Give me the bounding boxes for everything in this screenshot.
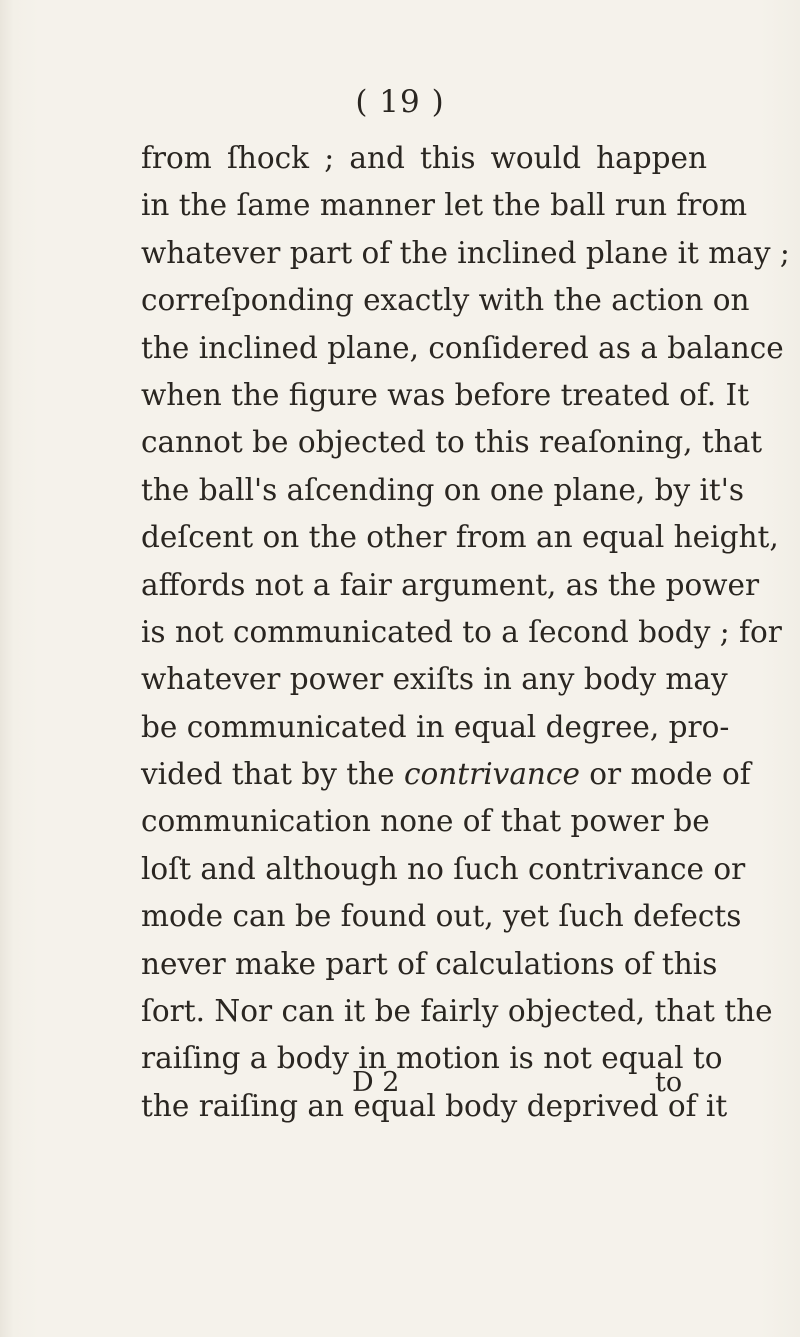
signature-mark: D 2	[352, 1067, 400, 1098]
text-line-16: loſt and although no ſuch contrivance or	[141, 851, 746, 886]
italic-word-contrivance: contrivance	[404, 757, 580, 792]
page-number: ( 19 )	[355, 84, 445, 120]
text-line-18: never make part of calculations of this	[141, 946, 718, 981]
catchword: to	[655, 1067, 683, 1098]
text-line-12: whatever power exiſts in any body may	[141, 662, 728, 697]
text-line-2: in the ſame manner let the ball run from	[141, 188, 748, 223]
text-line-5: the inclined plane, conſidered as a balance	[141, 330, 784, 365]
text-line-14-before: vided that by the	[141, 757, 404, 792]
text-line-20: raiſing a body in motion is not equal to	[141, 1041, 723, 1076]
page-footer	[0, 1067, 800, 1107]
text-line-13: be communicated in equal degree, pro-	[141, 709, 730, 744]
text-line-14	[141, 751, 751, 798]
text-line-17: mode can be found out, yet ſuch defects	[141, 899, 742, 934]
text-line-11: is not communicated to a ſecond body ; for	[141, 614, 782, 649]
text-line-6: when the figure was before treated of. It	[141, 377, 750, 412]
text-line-3: whatever part of the inclined plane it may ;	[141, 235, 790, 270]
text-line-14-after: or mode of	[579, 757, 751, 792]
text-line-7: cannot be objected to this reaſoning, that	[141, 425, 763, 460]
text-line-19: ſort. Nor can it be fairly objected, that the	[141, 994, 773, 1029]
body-text	[141, 135, 790, 1130]
text-line-1: from ſhock ; and this would happen	[141, 141, 707, 175]
text-line-10: affords not a fair argument, as the power	[141, 567, 760, 602]
text-line-4: correſponding exactly with the action on	[141, 283, 750, 318]
text-line-8: the ball's aſcending on one plane, by it's	[141, 472, 745, 507]
text-line-9: deſcent on the other from an equal height,	[141, 520, 779, 555]
text-line-15: communication none of that power be	[141, 804, 710, 839]
text-line-21: the raiſing an equal body deprived of it	[141, 1088, 728, 1123]
